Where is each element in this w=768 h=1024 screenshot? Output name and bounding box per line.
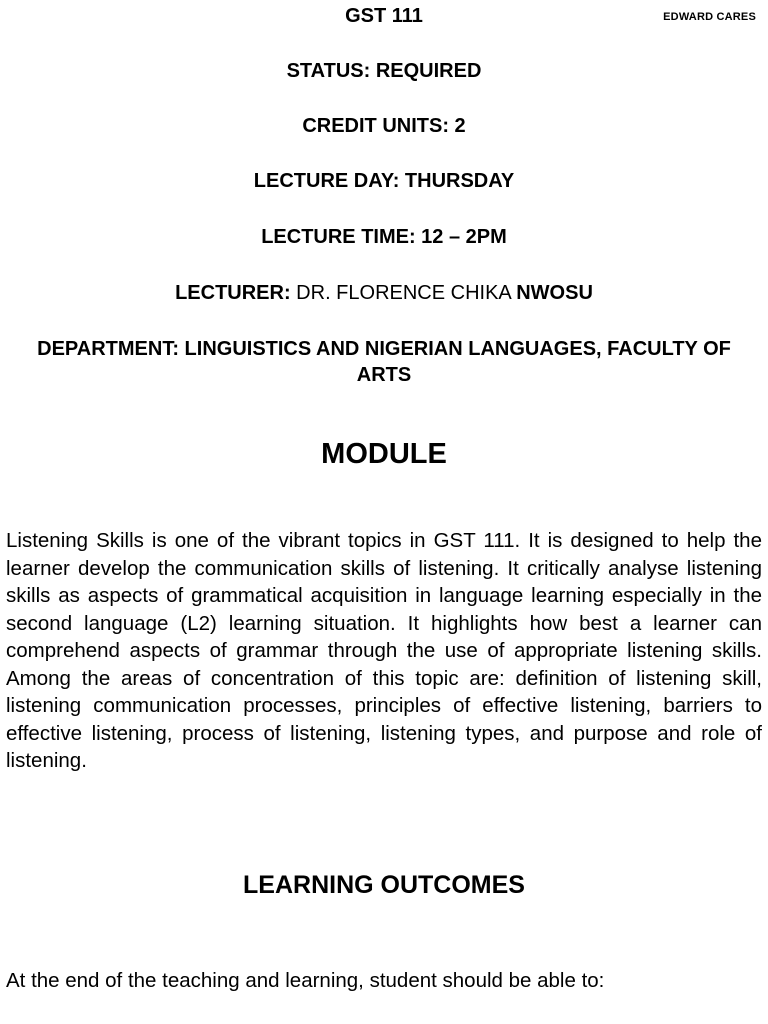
module-heading: MODULE [321,438,447,470]
module-description: Listening Skills is one of the vibrant topics in GST 111. It is designed to help the learner develop the communication skills of listening. It critically analyse listening skills as aspects of grammatical acquisition in language learning especially in the second language (L2) learning situation. It highlights how best a learner can comprehend aspects of grammar through the use of appropriate listening skills. Among the areas of concentration of this topic are: definition of listening skill, listening communication processes, principles of effective listening, barriers to effective listening, process of listening, listening types, and purpose and role of listening. [6,529,762,772]
lecturer-surname: NWOSU [516,282,593,304]
department-line: DEPARTMENT: LINGUISTICS AND NIGERIAN LANGUAGES, FACULTY OF ARTS [37,338,731,386]
status-line: STATUS: REQUIRED [286,60,482,82]
lecture-day-line: LECTURE DAY: THURSDAY [253,170,515,192]
learning-outcomes-intro: At the end of the teaching and learning, student should be able to: [6,969,605,992]
watermark-label: EDWARD CARES [663,11,756,23]
lecturer-first-names: DR. FLORENCE CHIKA [290,282,517,304]
lecturer-line [0,281,768,305]
lecture-time-line: LECTURE TIME: 12 – 2PM [261,226,507,248]
learning-outcomes-heading: LEARNING OUTCOMES [243,871,525,899]
credit-units-line: CREDIT UNITS: 2 [302,115,466,137]
course-code: GST 111 [345,5,423,27]
lecturer-label: LECTURER: [175,282,291,304]
